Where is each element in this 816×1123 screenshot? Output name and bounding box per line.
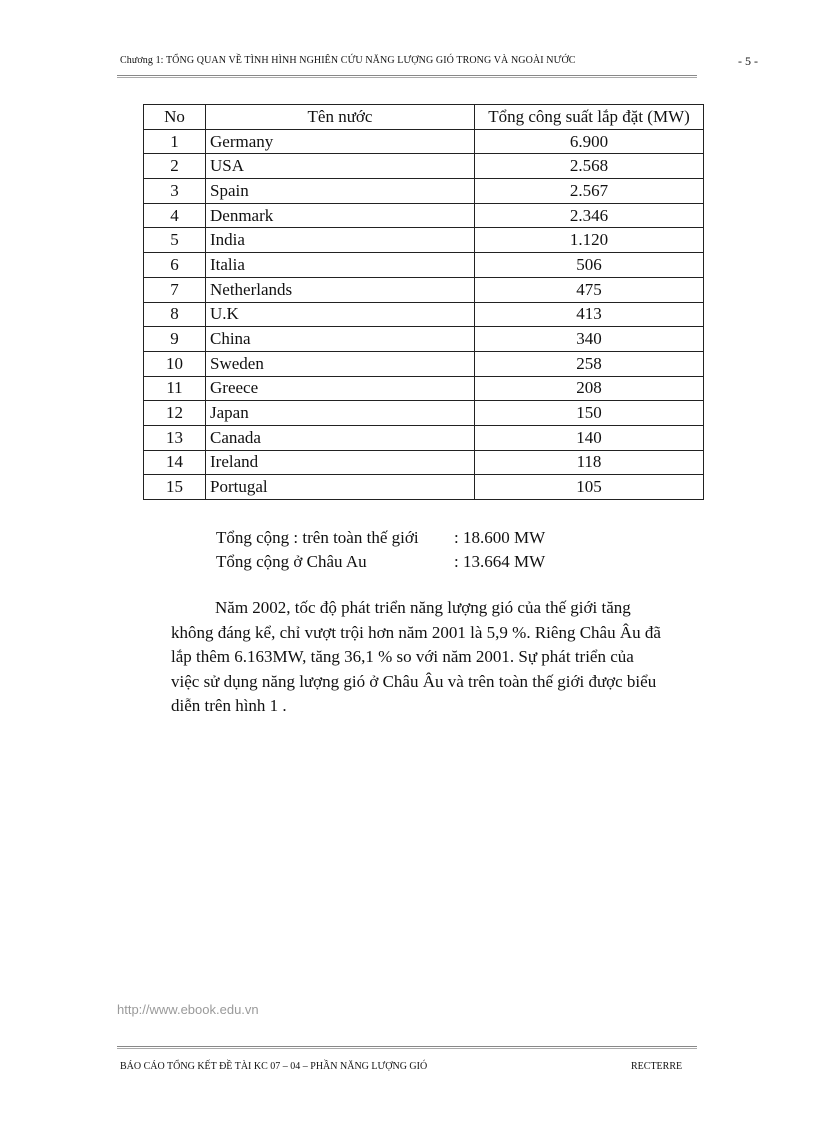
page-number: - 5 - — [738, 54, 758, 68]
cell-no: 9 — [144, 327, 206, 352]
table-row — [144, 376, 704, 401]
paragraph-line: lắp thêm 6.163MW, tăng 36,1 % so với năm 2001. Sự phát triển của — [171, 647, 634, 666]
cell-capacity: 150 — [475, 401, 704, 426]
cell-capacity: 2.567 — [475, 179, 704, 204]
cell-capacity: 105 — [475, 475, 704, 500]
cell-no: 13 — [144, 425, 206, 450]
cell-no: 7 — [144, 277, 206, 302]
table-row — [144, 302, 704, 327]
cell-capacity: 2.568 — [475, 154, 704, 179]
table-row — [144, 253, 704, 278]
total-line — [216, 528, 545, 548]
cell-no: 11 — [144, 376, 206, 401]
capacity-table — [143, 104, 704, 500]
footer-report-title: BÁO CÁO TỔNG KẾT ĐỀ TÀI KC 07 – 04 – PHẦN NĂNG LƯỢNG GIÓ — [120, 1061, 428, 1072]
cell-capacity: 208 — [475, 376, 704, 401]
column-header-capacity: Tổng công suất lắp đặt (MW) — [475, 105, 704, 130]
table-row — [144, 351, 704, 376]
cell-country: Canada — [206, 425, 475, 450]
total-label: Tổng cộng : trên toàn thế giới — [216, 528, 419, 547]
body-paragraph — [171, 596, 701, 719]
watermark-link[interactable]: http://www.ebook.edu.vn — [117, 1002, 259, 1017]
cell-capacity: 2.346 — [475, 203, 704, 228]
cell-country: U.K — [206, 302, 475, 327]
paragraph-line: diễn trên hình 1 . — [171, 696, 287, 715]
cell-no: 2 — [144, 154, 206, 179]
cell-capacity: 258 — [475, 351, 704, 376]
cell-capacity: 6.900 — [475, 129, 704, 154]
cell-no: 1 — [144, 129, 206, 154]
table-row — [144, 154, 704, 179]
table-row — [144, 228, 704, 253]
cell-capacity: 506 — [475, 253, 704, 278]
cell-country: India — [206, 228, 475, 253]
cell-country: Portugal — [206, 475, 475, 500]
cell-country: Denmark — [206, 203, 475, 228]
cell-no: 15 — [144, 475, 206, 500]
table-row — [144, 450, 704, 475]
table-row — [144, 129, 704, 154]
cell-capacity: 413 — [475, 302, 704, 327]
table-header-row — [144, 105, 704, 130]
table-row — [144, 425, 704, 450]
header-divider — [117, 75, 697, 78]
cell-country: Sweden — [206, 351, 475, 376]
cell-no: 3 — [144, 179, 206, 204]
column-header-no: No — [144, 105, 206, 130]
table-row — [144, 327, 704, 352]
cell-country: USA — [206, 154, 475, 179]
cell-no: 5 — [144, 228, 206, 253]
cell-country: Germany — [206, 129, 475, 154]
cell-country: Greece — [206, 376, 475, 401]
cell-no: 14 — [144, 450, 206, 475]
cell-capacity: 475 — [475, 277, 704, 302]
cell-capacity: 140 — [475, 425, 704, 450]
cell-country: China — [206, 327, 475, 352]
total-value: : 13.664 MW — [454, 552, 546, 571]
cell-no: 6 — [144, 253, 206, 278]
column-header-country: Tên nước — [206, 105, 475, 130]
total-label: Tổng cộng ở Châu Au — [216, 552, 367, 571]
paragraph-line: Năm 2002, tốc độ phát triển năng lượng gió của thế giới tăng — [215, 598, 631, 617]
cell-no: 10 — [144, 351, 206, 376]
cell-no: 8 — [144, 302, 206, 327]
cell-country: Ireland — [206, 450, 475, 475]
table-row — [144, 179, 704, 204]
total-value: : 18.600 MW — [454, 528, 546, 547]
total-line — [216, 552, 545, 572]
cell-no: 12 — [144, 401, 206, 426]
table-row — [144, 203, 704, 228]
cell-country: Italia — [206, 253, 475, 278]
table-row — [144, 401, 704, 426]
paragraph-line: việc sử dụng năng lượng gió ở Châu Âu và trên toàn thế giới được biểu — [171, 671, 657, 691]
chapter-header: Chương 1: TỔNG QUAN VỀ TÌNH HÌNH NGHIÊN CỨU NĂNG LƯỢNG GIÓ TRONG VÀ NGOÀI NƯỚC — [120, 55, 576, 66]
cell-capacity: 118 — [475, 450, 704, 475]
table-body — [144, 129, 704, 499]
footer-divider — [117, 1046, 697, 1049]
table-row — [144, 277, 704, 302]
cell-capacity: 1.120 — [475, 228, 704, 253]
footer-org: RECTERRE — [631, 1061, 683, 1072]
cell-country: Spain — [206, 179, 475, 204]
table-row — [144, 475, 704, 500]
cell-country: Japan — [206, 401, 475, 426]
cell-country: Netherlands — [206, 277, 475, 302]
cell-no: 4 — [144, 203, 206, 228]
paragraph-line: không đáng kể, chỉ vượt trội hơn năm 2001 là 5,9 %. Riêng Châu Âu đã — [171, 622, 661, 642]
cell-capacity: 340 — [475, 327, 704, 352]
